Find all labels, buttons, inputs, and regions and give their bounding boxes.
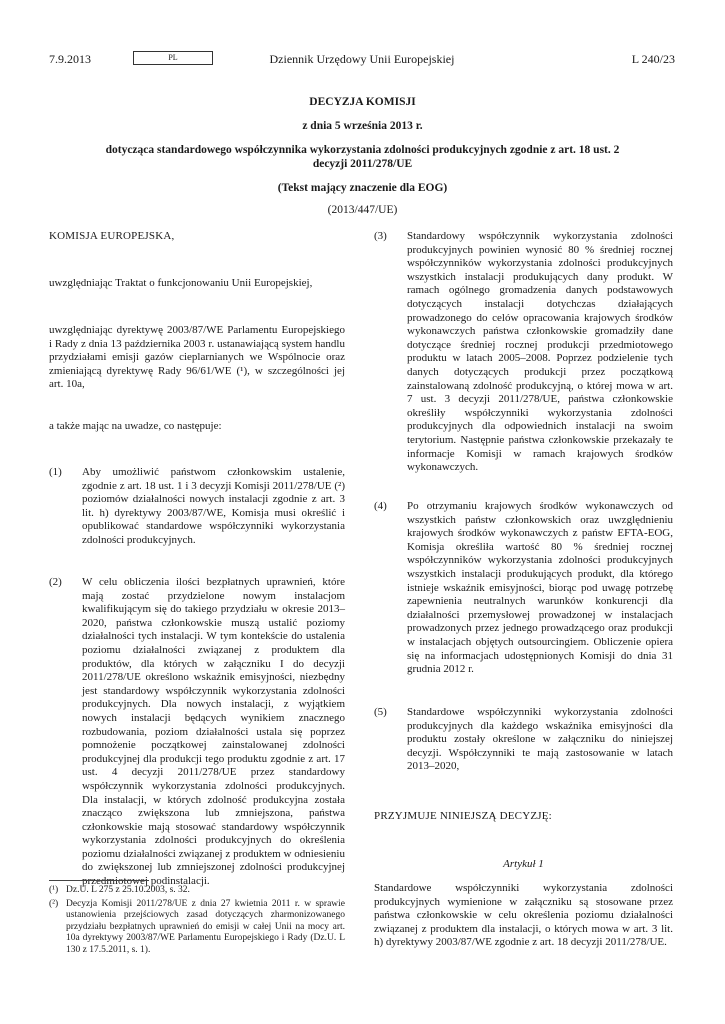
language-box: PL [133,51,213,65]
having-regard-directive: uwzględniając dyrektywę 2003/87/WE Parlamentu Europejskiego i Rady z dnia 13 października 2003 r. ustanawiającą system handlu przydziałami emisji gazów cieplarnianych we Wspólnocie oraz zmieniającą dyrektywę Rady 96/61/WE (¹), w szczególności jej art. 10a, [49,324,345,391]
recital-number: (3) [374,230,387,242]
recital-text: W celu obliczenia ilości bezpłatnych uprawnień, które mają zostać przydzielone nowym instalacjom kwalifikującym się do takiego przydziału w okresie 2013–2020, państwa członkowskie muszą ustalić poziomy działalności tych instalacji. W tym kontekście do ustalenia poziomu działalności związanej z produktem dla produktów, dla których w załączniku I do decyzji 2011/278/UE określono wskaźnik emisyjności, niezbędny jest standardowy współczynnik wykorzystania zdolności produkcyjnych. Dla nowych instalacji, z wyjątkiem nowych instalacji będących wynikiem znacznego rozbudowania, poziom działalności ustala się poprzez pomnożenie początkowej zainstalowanej zdolności produkcyjnej dla produkcji tego produktu zgodnie z art. 17 ust. 4 decyzji 2011/278/UE przez standardowy współczynnik wykorzystania zdolności produkcyjnych. Dla instalacji, w których zdolność produkcyjna została znacząco zwiększona lub zmniejszona, państwa członkowskie mają stosować standardowy współczynnik wykorzystania zdolności produkcyjnych do określenia poziomu działalności związanej z produktem w odniesieniu do zwiększonej lub zmniejszonej zdolności produkcyjnej przedmiotowej podinstalacji. [82,576,345,888]
recital-number: (2) [49,576,62,588]
having-regard-treaty: uwzględniając Traktat o funkcjonowaniu Unii Europejskiej, [49,277,313,289]
article-1-text: Standardowe współczynniki wykorzystania zdolności produkcyjnych wymienione w załączniku są stosowane przez państwa członkowskie w celu określenia poziomu działalności związanej z produktem dla instalacji, o których mowa w art. 3 lit. h) dyrektywy 2003/87/WE zgodnie z art. 18 decyzji 2011/278/UE. [374,882,673,949]
footnote-1 [49,885,345,897]
footnotes [49,885,345,959]
decision-subject: dotycząca standardowego współczynnika wykorzystania zdolności produkcyjnych zgodnie z art. 18 ust. 2 decyzji 2011/278/UE [105,144,620,170]
recital-text: Standardowe współczynniki wykorzystania zdolności produkcyjnych dla każdego wskaźnika emisyjności dla produktu zostały określone w załączniku do niniejszej decyzji. Współczynniki te mają zastosowanie w latach 2013–2020, [407,706,673,773]
footnote-text: Dz.U. L 275 z 25.10.2003, s. 32. [66,885,190,895]
institution: KOMISJA EUROPEJSKA, [49,230,175,242]
recital-text: Aby umożliwić państwom członkowskim ustalenie, zgodnie z art. 18 ust. 1 i 3 decyzji Komisji 2011/278/UE (²) poziomów działalności nowych instalacji zgodnie z art. 3 lit. h) dyrektywy 2003/87/WE, Komisja musi określić i opublikować standardowe współczynniki wykorzystania zdolności produkcyjnych. [82,466,345,546]
right-column [374,230,673,960]
whereas-intro: a także mając na uwadze, co następuje: [49,420,222,432]
decision-date: z dnia 5 września 2013 r. [302,120,423,132]
decision-title: DECYZJA KOMISJI [309,96,416,108]
decision-title-block [95,95,630,217]
recital-number: (5) [374,706,387,718]
recital-number: (4) [374,500,387,512]
article-1-title: Artykuł 1 [503,858,544,870]
decision-number: (2013/447/UE) [327,204,398,216]
footnote-text: Decyzja Komisji 2011/278/UE z dnia 27 kwietnia 2011 r. w sprawie ustanowienia przejściowych zasad dotyczących zharmonizowanego przydziału bezpłatnych uprawnień do emisji w całej Unii na mocy art. 10a dyrektywy 2003/87/WE Parlamentu Europejskiego i Rady (Dz.U. L 130 z 17.5.2011, s. 1). [66,898,345,955]
footnote-number: (²) [49,898,59,909]
eea-relevance: (Tekst mający znaczenie dla EOG) [277,182,448,194]
footnote-divider [49,880,149,881]
recital-number: (1) [49,466,62,478]
page-reference: L 240/23 [631,52,675,66]
publication-date: 7.9.2013 [49,52,91,66]
recital-text: Po otrzymaniu krajowych środków wykonawczych od wszystkich państw członkowskich oraz uwzględnieniu krajowych środków wykonawczych z państw EFTA-EOG, Komisja określiła wartość 80 % średniej rocznej współczynników wykorzystania zdolności produkcyjnych wszystkich instalacji produkujących produkt, dla którego istnieje wskaźnik emisyjności, biorąc pod uwagę potrzebę zapewnienia neutralnych warunków konkurencji dla działalności przemysłowej prowadzonej w instalacjach prowadzonych przez jednego prowadzącego oraz produkcji w instalacjach objętych outsourcingiem. Obliczenie opiera się na informacjach udostępnionych Komisji do dnia 31 grudnia 2012 r. [407,500,673,676]
left-column [49,230,345,888]
adoption-statement: PRZYJMUJE NINIEJSZĄ DECYZJĘ: [374,810,552,822]
journal-header [49,51,675,69]
footnote-2 [49,899,345,957]
footnote-number: (¹) [49,885,59,895]
recital-text: Standardowy współczynnik wykorzystania zdolności produkcyjnych powinien wynosić 80 % średniej rocznej współczynników wykorzystania zdolności produkcyjnych wszystkich instalacji produkujących dany produkt. W ramach ogólnego gromadzenia danych podstawowych dotyczących instalacji dotychczas działających prowadzonego do celów opracowania krajowych środków wykonawczych państwa członkowskie gromadziły dane dotyczące średniej rocznej produkcji przedmiotowego produktu w latach 2005–2008. Poprzez podzielenie tych danych dotyczących produkcji przez początkową zainstalowaną zdolność produkcyjną, o której mowa w art. 7 ust. 3 decyzji 2011/278/UE, państwa członkowskie określiły współczynniki wykorzystania zdolności produkcyjnych dla odpowiednich instalacji na swoim terytorium. Następnie państwa członkowskie przekazały te informacje Komisji w ramach krajowych środków wykonawczych. [407,230,673,474]
journal-name: Dziennik Urzędowy Unii Europejskiej [269,52,455,66]
